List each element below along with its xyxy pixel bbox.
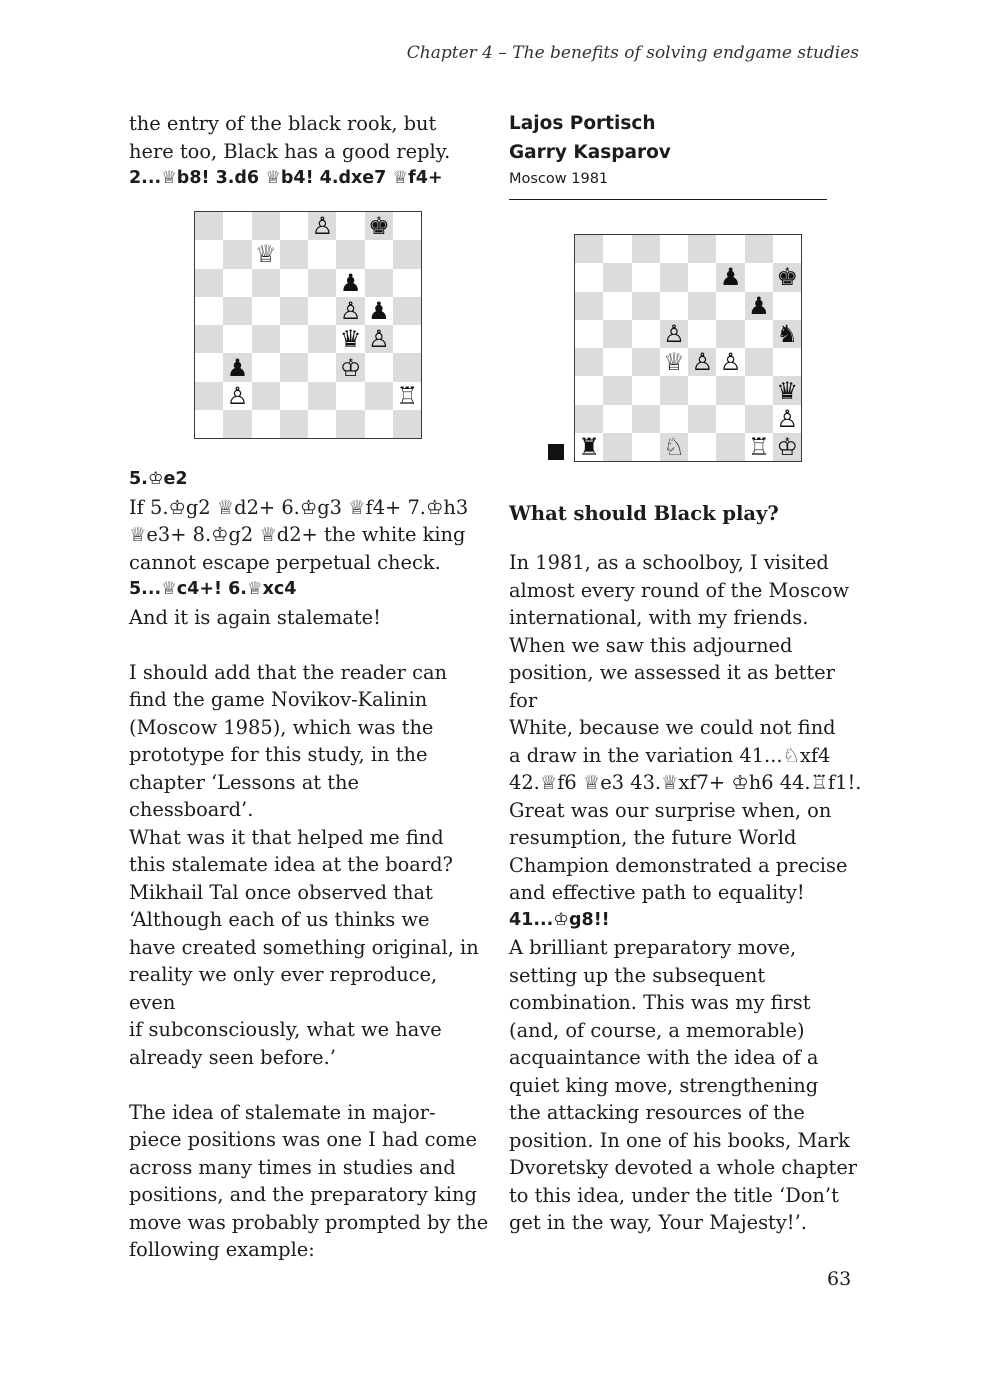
square-g1 xyxy=(365,410,393,438)
square-d2 xyxy=(660,405,688,433)
square-e6 xyxy=(308,269,336,297)
chess-diagram-study xyxy=(194,211,422,439)
chess-piece-icon: ♚ xyxy=(776,263,798,292)
square-g5 xyxy=(745,320,773,348)
player-white: Lajos Portisch xyxy=(509,113,656,134)
chess-piece-icon: ♟ xyxy=(719,263,742,292)
square-f7 xyxy=(716,263,744,291)
square-a1 xyxy=(575,433,603,461)
square-b5 xyxy=(603,320,631,348)
square-c6 xyxy=(252,269,280,297)
square-b3 xyxy=(603,376,631,404)
square-a6 xyxy=(195,269,223,297)
square-b1 xyxy=(603,433,631,461)
square-e4 xyxy=(688,348,716,376)
chess-piece-icon: ♙ xyxy=(776,404,798,433)
square-c8 xyxy=(632,235,660,263)
event-info: Moscow 1981 xyxy=(509,171,609,187)
square-d5 xyxy=(280,297,308,325)
square-f3 xyxy=(716,376,744,404)
square-g3 xyxy=(365,353,393,381)
square-d8 xyxy=(280,212,308,240)
square-a8 xyxy=(195,212,223,240)
square-b5 xyxy=(223,297,251,325)
square-h3 xyxy=(773,376,801,404)
square-e5 xyxy=(688,320,716,348)
chess-piece-icon: ♙ xyxy=(663,320,685,349)
chess-piece-icon: ♚ xyxy=(368,212,390,241)
square-a1 xyxy=(195,410,223,438)
square-e1 xyxy=(308,410,336,438)
paragraph: The idea of stalemate in major- piece positions was one I had come across many times in studies and positions, and the preparatory king move was probably prompted by the following example: xyxy=(129,1100,489,1261)
square-h7 xyxy=(773,263,801,291)
square-f5 xyxy=(336,297,364,325)
square-d6 xyxy=(280,269,308,297)
player-black: Garry Kasparov xyxy=(509,142,671,163)
square-c3 xyxy=(632,376,660,404)
square-h2 xyxy=(393,382,421,410)
square-a2 xyxy=(195,382,223,410)
move-line: 5...♕c4+! 6.♕xc4 xyxy=(129,579,297,599)
square-f1 xyxy=(716,433,744,461)
chess-piece-icon: ♙ xyxy=(226,381,249,410)
square-b2 xyxy=(603,405,631,433)
square-c5 xyxy=(252,297,280,325)
square-g8 xyxy=(745,235,773,263)
square-d5 xyxy=(660,320,688,348)
square-d3 xyxy=(660,376,688,404)
square-c6 xyxy=(632,292,660,320)
square-b8 xyxy=(603,235,631,263)
square-g4 xyxy=(745,348,773,376)
square-a8 xyxy=(575,235,603,263)
square-d7 xyxy=(280,240,308,268)
square-f2 xyxy=(716,405,744,433)
square-a4 xyxy=(575,348,603,376)
right-column-lower xyxy=(509,502,865,1237)
square-a6 xyxy=(575,292,603,320)
square-c7 xyxy=(632,263,660,291)
square-e7 xyxy=(308,240,336,268)
square-e1 xyxy=(688,433,716,461)
move-line: 41...♔g8!! xyxy=(509,909,610,930)
square-b4 xyxy=(223,325,251,353)
chess-piece-icon: ♟ xyxy=(226,353,249,382)
chess-piece-icon: ♕ xyxy=(663,348,685,377)
square-h2 xyxy=(773,405,801,433)
square-d4 xyxy=(280,325,308,353)
square-f4 xyxy=(336,325,364,353)
square-c1 xyxy=(252,410,280,438)
square-f2 xyxy=(336,382,364,410)
square-a5 xyxy=(575,320,603,348)
square-h8 xyxy=(773,235,801,263)
square-f4 xyxy=(716,348,744,376)
chess-piece-icon: ♔ xyxy=(339,353,362,382)
square-e3 xyxy=(308,353,336,381)
chess-piece-icon: ♙ xyxy=(339,297,362,326)
square-e2 xyxy=(308,382,336,410)
chess-piece-icon: ♜ xyxy=(578,433,600,462)
square-c1 xyxy=(632,433,660,461)
square-d2 xyxy=(280,382,308,410)
chess-piece-icon: ♟ xyxy=(748,291,770,320)
paragraph: In 1981, as a schoolboy, I visited almost every round of the Moscow international, with my friends. When we saw this adjourned position, we assessed it as better for White, because we could not find a draw in the variation 41...♘xf4 42.♕f6 ♕e3 43.♕xf7+ ♔h6 44.♖f1!. Great was our surprise when, on resumption, the future World Champion demonstrated a precise and effective path to equality! xyxy=(509,551,862,904)
square-d3 xyxy=(280,353,308,381)
paragraph: If 5.♔g2 ♕d2+ 6.♔g3 ♕f4+ 7.♔h3 ♕e3+ 8.♔g2 ♕d2+ the white king cannot escape perpetual check. xyxy=(129,495,469,574)
square-h4 xyxy=(393,325,421,353)
square-e4 xyxy=(308,325,336,353)
square-g7 xyxy=(365,240,393,268)
square-h3 xyxy=(393,353,421,381)
move-line: 5.♔e2 xyxy=(129,469,188,489)
square-g7 xyxy=(745,263,773,291)
square-d4 xyxy=(660,348,688,376)
square-c2 xyxy=(252,382,280,410)
square-g2 xyxy=(745,405,773,433)
left-intro-text: the entry of the black rook, but here too, Black has a good reply. xyxy=(129,112,451,163)
paragraph: I should add that the reader can find the game Novikov-Kalinin (Moscow 1985), which was the prototype for this study, in the chapter ‘Lessons at the chessboard’. What was it that helped me find this stalemate idea at the board? Mikhail Tal once observed that ‘Although each of us thinks we have created something original, in reality we only ever reproduce, even if subconsciously, what we have already seen before.’ xyxy=(129,660,479,1069)
square-g6 xyxy=(365,269,393,297)
left-column-lower xyxy=(129,466,489,1264)
square-d1 xyxy=(660,433,688,461)
square-e5 xyxy=(308,297,336,325)
question-heading: What should Black play? xyxy=(509,502,779,525)
running-header: Chapter 4 – The benefits of solving endgame studies xyxy=(406,43,859,63)
square-h4 xyxy=(773,348,801,376)
square-a3 xyxy=(575,376,603,404)
square-h5 xyxy=(393,297,421,325)
left-column xyxy=(129,110,489,193)
move-line: 2...♕b8! 3.d6 ♕b4! 4.dxe7 ♕f4+ xyxy=(129,168,443,188)
paragraph: A brilliant preparatory move, setting up the subsequent combination. This was my first (and, of course, a memorable) acquaintance with the idea of a quiet king move, strengthening the attacking resources of the position. In one of his books, Mark Dvoretsky devoted a whole chapter to this idea, under the title ‘Don’t get in the way, Your Majesty!’. xyxy=(509,936,858,1234)
square-g8 xyxy=(365,212,393,240)
square-b7 xyxy=(603,263,631,291)
square-a7 xyxy=(195,240,223,268)
square-g5 xyxy=(365,297,393,325)
square-f6 xyxy=(716,292,744,320)
square-h5 xyxy=(773,320,801,348)
square-f7 xyxy=(336,240,364,268)
square-f5 xyxy=(716,320,744,348)
square-a5 xyxy=(195,297,223,325)
chess-piece-icon: ♟ xyxy=(368,297,390,326)
square-e3 xyxy=(688,376,716,404)
square-d8 xyxy=(660,235,688,263)
black-to-move-marker xyxy=(548,444,564,460)
square-e6 xyxy=(688,292,716,320)
chess-piece-icon: ♛ xyxy=(776,376,798,405)
chess-piece-icon: ♔ xyxy=(776,433,798,462)
square-h6 xyxy=(393,269,421,297)
square-c3 xyxy=(252,353,280,381)
chess-piece-icon: ♖ xyxy=(396,381,418,410)
square-g4 xyxy=(365,325,393,353)
square-f3 xyxy=(336,353,364,381)
chess-piece-icon: ♕ xyxy=(254,240,277,269)
square-b6 xyxy=(223,269,251,297)
square-b6 xyxy=(603,292,631,320)
square-f1 xyxy=(336,410,364,438)
square-h1 xyxy=(393,410,421,438)
square-d6 xyxy=(660,292,688,320)
game-header xyxy=(509,109,865,187)
square-h7 xyxy=(393,240,421,268)
page-number: 63 xyxy=(827,1268,852,1290)
square-h8 xyxy=(393,212,421,240)
square-e8 xyxy=(308,212,336,240)
chess-piece-icon: ♛ xyxy=(339,325,362,354)
chess-piece-icon: ♟ xyxy=(339,268,362,297)
chess-piece-icon: ♙ xyxy=(368,325,390,354)
square-b2 xyxy=(223,382,251,410)
square-c7 xyxy=(252,240,280,268)
square-f6 xyxy=(336,269,364,297)
chess-piece-icon: ♙ xyxy=(691,348,714,377)
square-c4 xyxy=(252,325,280,353)
square-c4 xyxy=(632,348,660,376)
square-h1 xyxy=(773,433,801,461)
square-g2 xyxy=(365,382,393,410)
chess-piece-icon: ♙ xyxy=(311,212,334,241)
square-f8 xyxy=(336,212,364,240)
square-a4 xyxy=(195,325,223,353)
square-h6 xyxy=(773,292,801,320)
square-e7 xyxy=(688,263,716,291)
square-g1 xyxy=(745,433,773,461)
square-g3 xyxy=(745,376,773,404)
chess-piece-icon: ♙ xyxy=(719,348,742,377)
game-header-rule xyxy=(509,199,827,200)
square-b3 xyxy=(223,353,251,381)
square-b4 xyxy=(603,348,631,376)
square-f8 xyxy=(716,235,744,263)
square-b7 xyxy=(223,240,251,268)
square-c5 xyxy=(632,320,660,348)
square-c8 xyxy=(252,212,280,240)
square-b1 xyxy=(223,410,251,438)
square-e2 xyxy=(688,405,716,433)
square-d7 xyxy=(660,263,688,291)
square-d1 xyxy=(280,410,308,438)
chess-piece-icon: ♘ xyxy=(663,433,685,462)
chess-piece-icon: ♖ xyxy=(748,433,770,462)
square-e8 xyxy=(688,235,716,263)
square-a3 xyxy=(195,353,223,381)
square-b8 xyxy=(223,212,251,240)
square-g6 xyxy=(745,292,773,320)
square-c2 xyxy=(632,405,660,433)
square-a2 xyxy=(575,405,603,433)
paragraph: And it is again stalemate! xyxy=(129,605,381,629)
square-a7 xyxy=(575,263,603,291)
chess-diagram-game xyxy=(574,234,802,462)
chess-piece-icon: ♞ xyxy=(776,320,798,349)
